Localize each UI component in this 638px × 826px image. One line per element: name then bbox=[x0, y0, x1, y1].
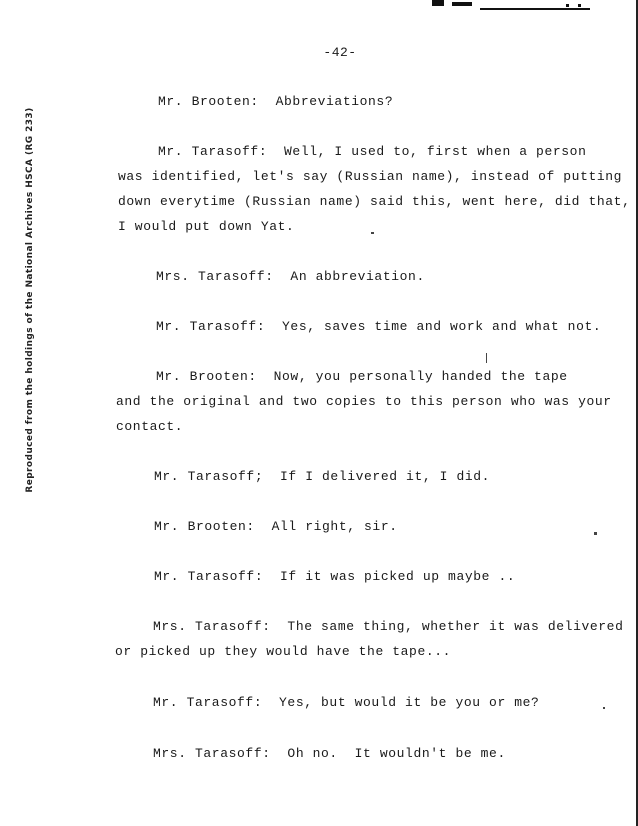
transcript-line: and the original and two copies to this person who was your bbox=[116, 394, 612, 409]
transcript-line: Mr. Tarasoff: If it was picked up maybe .. bbox=[154, 569, 516, 584]
scan-artifact-top-5 bbox=[578, 4, 581, 7]
scan-speck bbox=[594, 532, 597, 535]
transcript-line: Mrs. Tarasoff: The same thing, whether it was delivered bbox=[153, 619, 624, 634]
transcript-line: Mrs. Tarasoff: Oh no. It wouldn't be me. bbox=[153, 746, 506, 761]
scan-speck bbox=[486, 353, 487, 363]
transcript-line: Mr. Brooten: Abbreviations? bbox=[158, 94, 394, 109]
scan-artifact-top-2 bbox=[452, 2, 472, 6]
scan-artifact-top-1 bbox=[432, 0, 444, 6]
scan-speck bbox=[371, 232, 374, 234]
transcript-line: I would put down Yat. bbox=[118, 219, 295, 234]
transcript-line: Mr. Tarasoff: Yes, saves time and work and what not. bbox=[156, 319, 602, 334]
transcript-line: contact. bbox=[116, 419, 184, 434]
scan-artifact-top-4 bbox=[566, 4, 569, 7]
transcript-line: Mrs. Tarasoff: An abbreviation. bbox=[156, 269, 425, 284]
transcript-line: down everytime (Russian name) said this, went here, did that, bbox=[118, 194, 631, 209]
transcript-line: or picked up they would have the tape... bbox=[115, 644, 452, 659]
scan-speck bbox=[603, 707, 605, 709]
transcript-line: Mr. Brooten: Now, you personally handed the tape bbox=[156, 369, 568, 384]
archive-stamp: Reproduced from the holdings of the National Archives HSCA (RG 233) bbox=[25, 107, 35, 493]
transcript-line: was identified, let's say (Russian name), instead of putting bbox=[118, 169, 623, 184]
transcript-line: Mr. Tarasoff: Well, I used to, first when a person bbox=[158, 144, 587, 159]
transcript-line: Mr. Tarasoff; If I delivered it, I did. bbox=[154, 469, 491, 484]
page-number: -42- bbox=[323, 45, 357, 60]
transcript-line: Mr. Tarasoff: Yes, but would it be you or me? bbox=[153, 695, 540, 710]
scan-artifact-top-3 bbox=[480, 8, 590, 10]
transcript-line: Mr. Brooten: All right, sir. bbox=[154, 519, 398, 534]
